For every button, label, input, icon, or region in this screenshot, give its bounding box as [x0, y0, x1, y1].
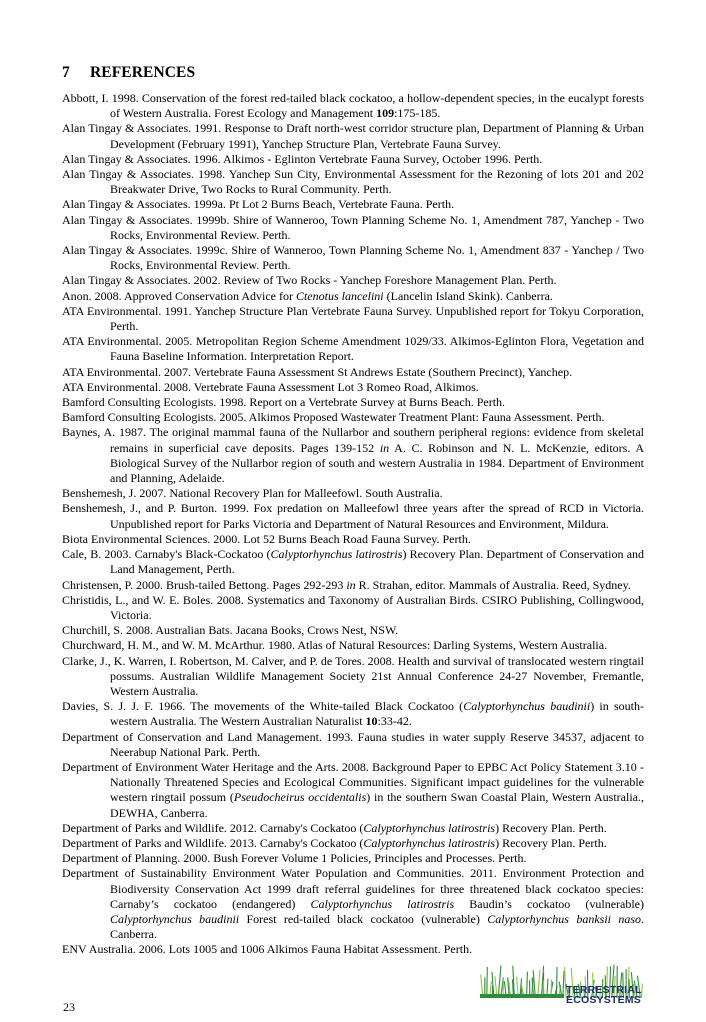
- reference-entry: [62, 91, 644, 121]
- reference-entry: [62, 623, 644, 638]
- reference-entry: [62, 273, 644, 288]
- reference-text: Cale, B. 2003. Carnaby's Black-Cockatoo (: [62, 547, 271, 562]
- reference-entry: [62, 304, 644, 334]
- reference-text: Churchward, H. M., and W. M. McArthur. 1980. Atlas of Natural Resources: Darling Systems, Western Australia.: [62, 638, 608, 653]
- reference-entry: [62, 942, 644, 957]
- reference-text: ENV Australia. 2006. Lots 1005 and 1006 Alkimos Fauna Habitat Assessment. Perth.: [62, 942, 473, 957]
- reference-text: ATA Environmental. 2005. Metropolitan Region Scheme Amendment 1029/33. Alkimos-Eglinton Flora, Vegetation and Fauna Baseline Information. Interpretation Report.: [62, 334, 644, 364]
- reference-entry: [62, 365, 644, 380]
- reference-entry: [62, 821, 644, 836]
- reference-text: A. C. Robinson and N. L. McKenzie, editors. A Biological Survey of the Nullarbor region of south and western Australia in 1984. Department of Environment and Planning, Adelaide.: [110, 440, 644, 486]
- reference-text: Bamford Consulting Ecologists. 2005. Alkimos Proposed Wastewater Treatment Plant: Fauna Assessment. Perth.: [62, 410, 605, 425]
- reference-entry: [62, 167, 644, 197]
- reference-text: Baynes, A. 1987. The original mammal fauna of the Nullarbor and southern peripheral regions: evidence from skeletal remains in superficial cave deposits. Pages 139-152: [62, 425, 644, 455]
- italic-text: Ctenotus lancelini: [295, 288, 384, 303]
- bold-text: 109: [376, 106, 395, 121]
- reference-entry: [62, 410, 644, 425]
- reference-entry: [62, 121, 644, 151]
- terrestrial-ecosystems-logo: [478, 960, 648, 1012]
- italic-text: Calyptorhynchus baudinii: [463, 699, 591, 714]
- reference-text: ) Recovery Plan. Perth.: [495, 820, 607, 835]
- reference-entry: [62, 654, 644, 700]
- reference-entry: [62, 730, 644, 760]
- reference-entry: [62, 213, 644, 243]
- section-number: 7: [62, 64, 70, 81]
- reference-text: Davies, S. J. J. F. 1966. The movements of the White-tailed Black Cockatoo (: [62, 699, 464, 714]
- reference-text: Department of Environment Water Heritage and the Arts. 2008. Background Paper to EPBC Act Policy Statement 3.10 - Nationally Threatened Species and Ecological Communities. Significant impact guidelines for the vulnerable western ringtail possum (: [62, 759, 644, 805]
- italic-text: in: [379, 440, 390, 455]
- italic-text: Calyptorhynchus banksii naso: [487, 911, 642, 926]
- reference-text: :175-185.: [394, 106, 441, 121]
- italic-text: Calyptorhynchus latirostris: [310, 896, 455, 911]
- italic-text: in: [346, 577, 356, 592]
- reference-text: Alan Tingay & Associates. 1999c. Shire of Wanneroo, Town Planning Scheme No. 1, Amendment 837 - Yanchep / Two Rocks, Environmental Review. Perth.: [62, 243, 644, 273]
- reference-text: Alan Tingay & Associates. 2002. Review of Two Rocks - Yanchep Foreshore Management Plan. Perth.: [62, 273, 557, 288]
- reference-text: Bamford Consulting Ecologists. 1998. Report on a Vertebrate Survey at Burns Beach. Perth.: [62, 395, 506, 410]
- reference-text: Anon. 2008. Approved Conservation Advice for: [62, 288, 296, 303]
- reference-text: Alan Tingay & Associates. 1996. Alkimos - Eglinton Vertebrate Fauna Survey, October 1996. Perth.: [62, 151, 543, 166]
- reference-entry: [62, 699, 644, 729]
- italic-text: Pseudocheirus occidentalis: [233, 790, 367, 805]
- reference-entry: [62, 851, 644, 866]
- reference-text: Alan Tingay & Associates. 1999b. Shire of Wanneroo, Town Planning Scheme No. 1, Amendment 787, Yanchep - Two Rocks, Environmental Review. Perth.: [62, 212, 644, 242]
- reference-entry: [62, 486, 644, 501]
- reference-text: Department of Sustainability Environment Water Population and Communities. 2011. Environment Protection and Biodiversity Conservation Act 1999 draft referral guidelines for three threatened black cockatoo species: Carnaby’s cockatoo (endangered): [62, 866, 644, 911]
- reference-text: ATA Environmental. 2007. Vertebrate Fauna Assessment St Andrews Estate (Southern Precinct), Yanchep.: [62, 364, 573, 379]
- reference-text: Alan Tingay & Associates. 1999a. Pt Lot 2 Burns Beach, Vertebrate Fauna. Perth.: [62, 197, 455, 212]
- reference-entry: [62, 866, 644, 942]
- reference-text: Benshemesh, J., and P. Burton. 1999. Fox predation on Malleefowl three years after the spread of RCD in Victoria. Unpublished report for Parks Victoria and Department of Natural Resources and Environment, Mildura.: [62, 501, 644, 531]
- reference-entry: [62, 638, 644, 653]
- reference-text: Alan Tingay & Associates. 1991. Response to Draft north-west corridor structure plan, Department of Planning & Urban Development (February 1991), Yanchep Structure Plan, Vertebrate Fauna Survey.: [62, 121, 644, 151]
- reference-text: Christensen, P. 2000. Brush-tailed Bettong. Pages 292-293: [62, 577, 347, 592]
- reference-entry: [62, 425, 644, 486]
- reference-entry: [62, 289, 644, 304]
- reference-entry: [62, 760, 644, 821]
- reference-entry: [62, 197, 644, 212]
- reference-text: Alan Tingay & Associates. 1998. Yanchep Sun City, Environmental Assessment for the Rezoning of lots 201 and 202 Breakwater Drive, Two Rocks to Rural Community. Perth.: [62, 167, 644, 197]
- reference-entry: [62, 593, 644, 623]
- logo-line-1: TERRESTRIAL: [566, 984, 642, 996]
- reference-text: ) in the southern Swan Coastal Plain, Western Australia., DEWHA, Canberra.: [110, 790, 644, 820]
- reference-text: Department of Planning. 2000. Bush Forever Volume 1 Policies, Principles and Processes. Perth.: [62, 851, 527, 866]
- reference-text: . Canberra.: [110, 911, 645, 942]
- reference-text: Christidis, L., and W. E. Boles. 2008. Systematics and Taxonomy of Australian Birds. CSIRO Publishing, Collingwood, Victoria.: [62, 592, 644, 622]
- reference-text: (Lancelin Island Skink). Canberra.: [383, 288, 553, 303]
- reference-entry: [62, 836, 644, 851]
- page-number: 23: [63, 1000, 75, 1014]
- reference-text: Clarke, J., K. Warren, I. Robertson, M. Calver, and P. de Tores. 2008. Health and survival of translocated western ringtail possums. Australian Wildlife Management Society 21st Annual Conference 24-27 November, Fremantle, Western Australia.: [62, 653, 644, 698]
- reference-text: ATA Environmental. 2008. Vertebrate Fauna Assessment Lot 3 Romeo Road, Alkimos.: [62, 379, 479, 394]
- reference-entry: [62, 532, 644, 547]
- reference-entry: [62, 334, 644, 364]
- reference-text: Churchill, S. 2008. Australian Bats. Jacana Books, Crows Nest, NSW.: [62, 623, 399, 638]
- logo-text: [566, 985, 642, 1005]
- reference-entry: [62, 395, 644, 410]
- reference-entry: [62, 243, 644, 273]
- italic-text: Calyptorhynchus latirostris: [270, 547, 403, 562]
- italic-text: Calyptorhynchus latirostris: [363, 835, 496, 850]
- reference-text: Department of Parks and Wildlife. 2013. Carnaby's Cockatoo (: [62, 835, 364, 850]
- reference-text: ATA Environmental. 1991. Yanchep Structure Plan Vertebrate Fauna Survey. Unpublished report for Tokyu Corporation, Perth.: [62, 303, 644, 334]
- logo-line-2: ECOSYSTEMS: [566, 994, 641, 1006]
- reference-entry: [62, 380, 644, 395]
- reference-entry: [62, 578, 644, 593]
- reference-text: ) Recovery Plan. Department of Conservation and Land Management, Perth.: [110, 547, 645, 577]
- reference-text: Department of Parks and Wildlife. 2012. Carnaby's Cockatoo (: [62, 820, 364, 835]
- section-heading: [62, 64, 195, 82]
- reference-text: Benshemesh, J. 2007. National Recovery Plan for Malleefowl. South Australia.: [62, 486, 443, 501]
- reference-text: Baudin’s cockatoo (vulnerable): [454, 896, 644, 911]
- reference-text: Biota Environmental Sciences. 2000. Lot 52 Burns Beach Road Fauna Survey. Perth.: [62, 531, 471, 546]
- reference-entry: [62, 152, 644, 167]
- reference-text: Forest red-tailed black cockatoo (vulnerable): [239, 911, 488, 926]
- reference-list: [62, 91, 644, 958]
- reference-text: R. Strahan, editor. Mammals of Australia. Reed, Sydney.: [355, 577, 631, 592]
- reference-text: ) Recovery Plan. Perth.: [495, 835, 607, 850]
- reference-entry: [62, 501, 644, 531]
- bold-text: 10: [365, 714, 378, 729]
- italic-text: Calyptorhynchus baudinii: [110, 911, 240, 926]
- section-title: REFERENCES: [90, 64, 196, 81]
- reference-text: Abbott, I. 1998. Conservation of the forest red-tailed black cockatoo, a hollow-dependent species, in the eucalypt forests of Western Australia. Forest Ecology and Management: [62, 91, 644, 121]
- reference-text: Department of Conservation and Land Management. 1993. Fauna studies in water supply Reserve 34537, adjacent to Neerabup National Park. Perth.: [62, 729, 644, 759]
- reference-text: :33-42.: [377, 714, 412, 729]
- italic-text: Calyptorhynchus latirostris: [363, 820, 496, 835]
- reference-entry: [62, 547, 644, 577]
- reference-text: ) in south-western Australia. The Western Australian Naturalist: [110, 699, 644, 729]
